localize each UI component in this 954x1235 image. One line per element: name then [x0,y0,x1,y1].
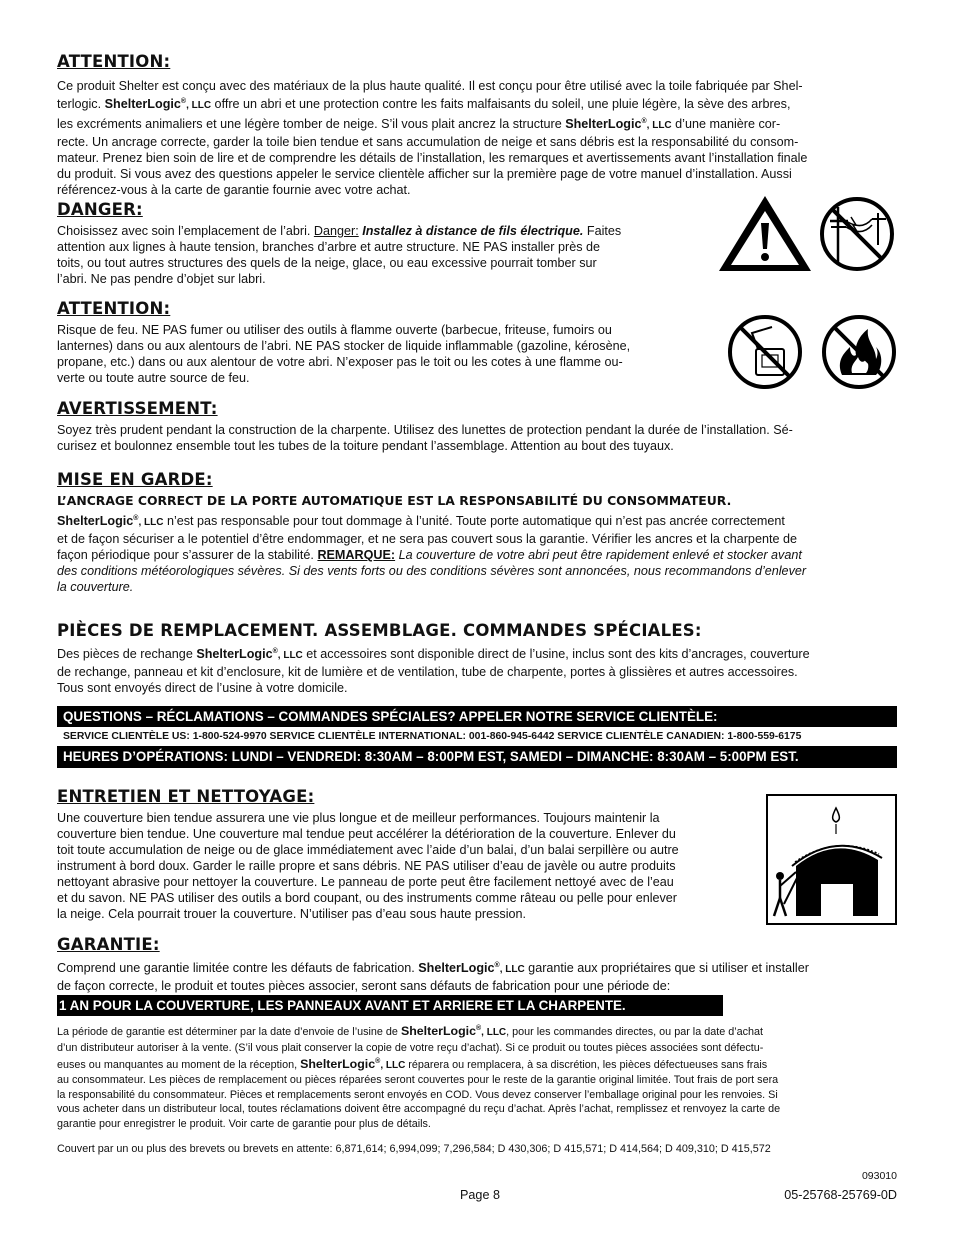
text-span: réparera ou remplacera, à sa discrétion, les pièces défectueuses sans frais [405,1059,768,1072]
text-line: toits, ou tout autres structures des quels de la neige, glace, ou eau excessive pourrait tomber sur [57,256,597,270]
registered-mark: ® [494,962,500,969]
text-line: Une couverture bien tendue assurera une vie plus longue et de meilleur performances. Toujours maintenir la [57,811,660,825]
brand-name [565,117,646,131]
garantie-paragraph [57,958,907,994]
no-power-lines-icon [818,195,896,273]
avertissement-paragraph [57,422,907,454]
text-span: les excréments animaliers et une légère tomber de neige. S’il vous plait ancrez la structure [57,117,566,132]
registered-mark: ® [272,648,278,655]
text-line: lanternes) dans ou aux alentours de l’abri. NE PAS stocker de liquide inflammable (gazoline, kérosène, [57,339,631,353]
text-line: couverture bien tendue. Une couverture mal tendue peut accélérer la détérioration de la couverture. Enlever du [57,827,676,841]
registered-mark: ® [641,118,647,126]
clean-roof-snow-icon [766,794,897,925]
llc-text: , LLC [138,517,164,529]
text-line: recte. Un ancrage correcte, garder la toile bien tendue et sans accumulation de neige et sans débris est la responsabilité du consom- [57,135,799,150]
text-line [57,958,907,978]
text-line: vous acheter dans un distributeur local, toutes réclamations doivent être accompagné du reçu d’achat. Après l’achat, remplissez et renvoyez la carte de [57,1103,781,1116]
no-fire-icon [820,313,898,391]
warranty-period-bar: 1 AN POUR LA COUVERTURE, LES PANNEAUX AVANT ET ARRIERE ET LA CHARPENTE. [57,995,723,1016]
mise-en-garde-bold-line: L’ANCRAGE CORRECT DE LA PORTE AUTOMATIQUE EST LA RESPONSABILITÉ DU CONSOMMATEUR. [57,493,732,508]
danger-heading: DANGER: [57,200,143,219]
text-span: terlogic. [57,97,105,112]
brand-name [57,514,138,528]
patents-line: Couvert par un ou plus des brevets ou brevets en attente: 6,871,614; 6,994,099; 7,296,584; D 430,306; D 415,571; D 414,564; D 409,310; D 415,572 [57,1143,771,1155]
registered-mark: ® [180,98,187,105]
text-line: mateur. Prenez bien soin de lire et de comprendre les détails de l’installation, les remarques et avertissements avant l’installation finale [57,151,808,166]
text-line: attention aux lignes à haute tension, branches d’arbre et autre structure. NE PAS installer près de [57,240,601,254]
brand-text: ShelterLogic [400,1024,476,1039]
text-line [57,114,907,134]
warning-triangle-icon [717,193,813,273]
text-span: Des pièces de rechange [57,647,197,662]
text-span: , pour les commandes directes, ou par la date d’achat [506,1026,764,1039]
brand-text: ShelterLogic [57,514,134,529]
llc-text: , LLC [186,100,212,112]
pieces-heading: PIÈCES DE REMPLACEMENT. ASSEMBLAGE. COMMANDES SPÉCIALES: [57,621,702,640]
text-line [57,1055,907,1074]
service-contact-bar: QUESTIONS – RÉCLAMATIONS – COMMANDES SPÉCIALES? APPELER NOTRE SERVICE CLIENTÈLE: [57,706,897,727]
garantie-heading: GARANTIE: [57,935,160,954]
mise-en-garde-heading: MISE EN GARDE: [57,470,213,489]
llc-text: , LLC [646,120,672,132]
brand-text: ShelterLogic [104,97,181,112]
text-line: au consommateur. Les pièces de remplacement ou pièces réparées seront couvertes pour le reste de la garantie original limitée. Tout frais de port sera [57,1074,779,1087]
text-line: la responsabilité du consommateur. Pièces et remplacements seront envoyés en COD. Vous devez conserver l’emballage original pour les renvoies. Si [57,1088,778,1101]
text-line: propane, etc.) dans ou aux alentour de votre abri. N’exposer pas le toit ou les cotes à une flamme ou- [57,355,623,369]
page-number: Page 8 [460,1188,500,1202]
brand-text: ShelterLogic [300,1057,376,1072]
text-line [57,94,907,114]
registered-mark: ® [375,1057,381,1065]
danger-label: Danger: [313,224,359,238]
text-line: de façon correcte, le produit et toutes pièces associer, seront sans défauts de fabrication pour une période de: [57,979,671,994]
text-line: l’abri. Ne pas pendre d’objet sur labri. [57,272,266,286]
registered-mark: ® [133,515,139,522]
attention-paragraph [57,78,907,198]
llc-text: , LLC [380,1060,406,1072]
attention-fire-heading: ATTENTION: [57,299,171,318]
text-line: nettoyant abrasive pour nettoyer la couverture. Le panneau de porte peut être facilement nettoyé avec de l’eau [57,875,674,889]
text-line: de rechange, panneau et kit d’enclosure, kit de lumière et de ventilation, tube de charpente, portes à glissières et autres accessoires. [57,665,798,680]
pieces-paragraph [57,644,907,696]
text-line: Ce produit Shelter est conçu avec des matériaux de la plus haute qualité. Il est conçu pour être utilisé avec la toile fabriquée par Shel- [57,79,803,93]
text-span: euses ou manquantes au moment de la réception, [57,1059,301,1072]
llc-text: , LLC [481,1027,507,1039]
text-line: du produit. Si vous avez des questions appeler le service clientèle afficher sur la première page de votre manuel d’installation. Aussi [57,167,792,182]
text-line [57,1022,907,1041]
text-line: d’un distributeur autoriser à la vente. (S’il vous plait conserver la copie de votre reçu d’achat). Si ce produit ou toutes pièces associées sont défectu- [57,1041,764,1054]
text-span: Comprend une garantie limitée contre les défauts de fabrication. [57,961,419,976]
text-line: Tous sont envoyés direct de l’usine à votre domicile. [57,681,348,696]
danger-paragraph [57,223,712,287]
text-span: Choisissez avec soin l’emplacement de l’abri. [57,224,314,238]
remarque-label: REMARQUE: [317,548,396,563]
text-span: garantie aux propriétaires que si utiliser et installer [524,961,809,976]
text-span: d’une manière cor- [671,117,781,132]
text-span: et accessoires sont disponible direct de l’usine, inclus sont des kits d’ancrages, couverture [302,647,810,662]
text-line: instrument à bord doux. Garder le raille propre et sans débris. NE PAS utiliser d’eau de javèle ou autre produits [57,859,676,873]
text-line: la neige. Cela pourrait trouer la couverture. N’utiliser pas d’eau sous haute pression. [57,907,527,921]
entretien-paragraph [57,810,757,922]
text-line: et de façon sécuriser a le potentiel d’être endommager, et ne sera pas couvert sous la garantie. Vérifier les ancres et la charpente de [57,532,797,547]
text-line [57,547,907,563]
brand-name [196,647,277,661]
attention-heading: ATTENTION: [57,52,171,71]
brand-text: ShelterLogic [418,961,495,976]
text-line: la couverture. [57,580,134,595]
brand-name [105,97,186,111]
warranty-terms-paragraph [57,1022,907,1131]
text-line: et du savon. NE PAS utiliser des outils a bord coupant, ou des instruments comme râteau ou pelle pour enlever [57,891,678,905]
llc-text: , LLC [499,964,525,976]
text-span: façon périodique pour s’assurer de la stabilité. [57,548,318,563]
remarque-text: La couverture de votre abri peut être rapidement enlevé et stocker avant [395,548,802,563]
text-span: Faites [583,224,622,238]
brand-text: ShelterLogic [565,117,642,132]
registered-mark: ® [475,1025,482,1032]
text-line [57,644,907,664]
avertissement-heading: AVERTISSEMENT: [57,399,218,418]
brand-name [401,1024,481,1038]
entretien-heading: ENTRETIEN ET NETTOYAGE: [57,787,315,806]
business-hours-bar: HEURES D’OPÉRATIONS: LUNDI – VENDREDI: 8:30AM – 8:00PM EST, SAMEDI – DIMANCHE: 8:30AM – 5:00PM EST. [57,746,897,768]
text-line: référencez-vous à la carte de garantie fournie avec votre achat. [57,183,411,198]
brand-text: ShelterLogic [196,647,273,662]
text-line: toit toute accumulation de neige ou de glace immédiatement avec l’aide d’un balai, d’un balai serpillère ou autre [57,843,679,857]
text-line: Risque de feu. NE PAS fumer ou utiliser des outils à flamme ouverte (barbecue, friteuse, fumoirs ou [57,323,612,337]
text-line: Soyez très prudent pendant la construction de la charpente. Utilisez des lunettes de protection pendant la durée de l’installation. Sé- [57,423,793,437]
mise-en-garde-paragraph [57,511,907,595]
text-span: offre un abri et une protection contre les faits malfaisants du soleil, une pluie légère, la sève des arbres, [211,97,791,112]
document-code: 093010 [861,1170,897,1182]
brand-name [418,961,499,975]
text-line [57,223,712,239]
text-line: verte ou toute autre source de feu. [57,371,250,385]
text-line [57,511,907,531]
danger-emphasis: Installez à distance de fils électrique. [358,224,584,238]
fire-risk-paragraph [57,322,717,386]
text-line: curisez et boulonnez ensemble tout les tubes de la toiture pendant l’assemblage. Attention au bout des tuyaux. [57,439,674,453]
text-line: garantie pour enregistrer le produit. Voir carte de garantie pour plus de détails. [57,1117,431,1130]
text-span: La période de garantie est déterminer par la date d’envoie de l’usine de [57,1026,401,1039]
service-phone-numbers: SERVICE CLIENTÈLE US: 1-800-524-9970 SERVICE CLIENTÈLE INTERNATIONAL: 001-860-945-6442 SERVICE CLIENTÈLE CANADIEN: 1-800-559-6175 [63,731,802,742]
llc-text: , LLC [277,650,303,662]
text-span: n’est pas responsable pour tout dommage à l’unité. Toute porte automatique qui n’est pas ancrée correctement [163,514,785,529]
brand-name [300,1057,380,1071]
no-fuel-can-icon [726,313,804,391]
document-number: 05-25768-25769-0D [784,1188,897,1202]
text-line: des conditions météorologiques sévères. Si des vents forts ou des conditions sévères sont annoncées, nous recommandons d’enlever [57,564,807,579]
